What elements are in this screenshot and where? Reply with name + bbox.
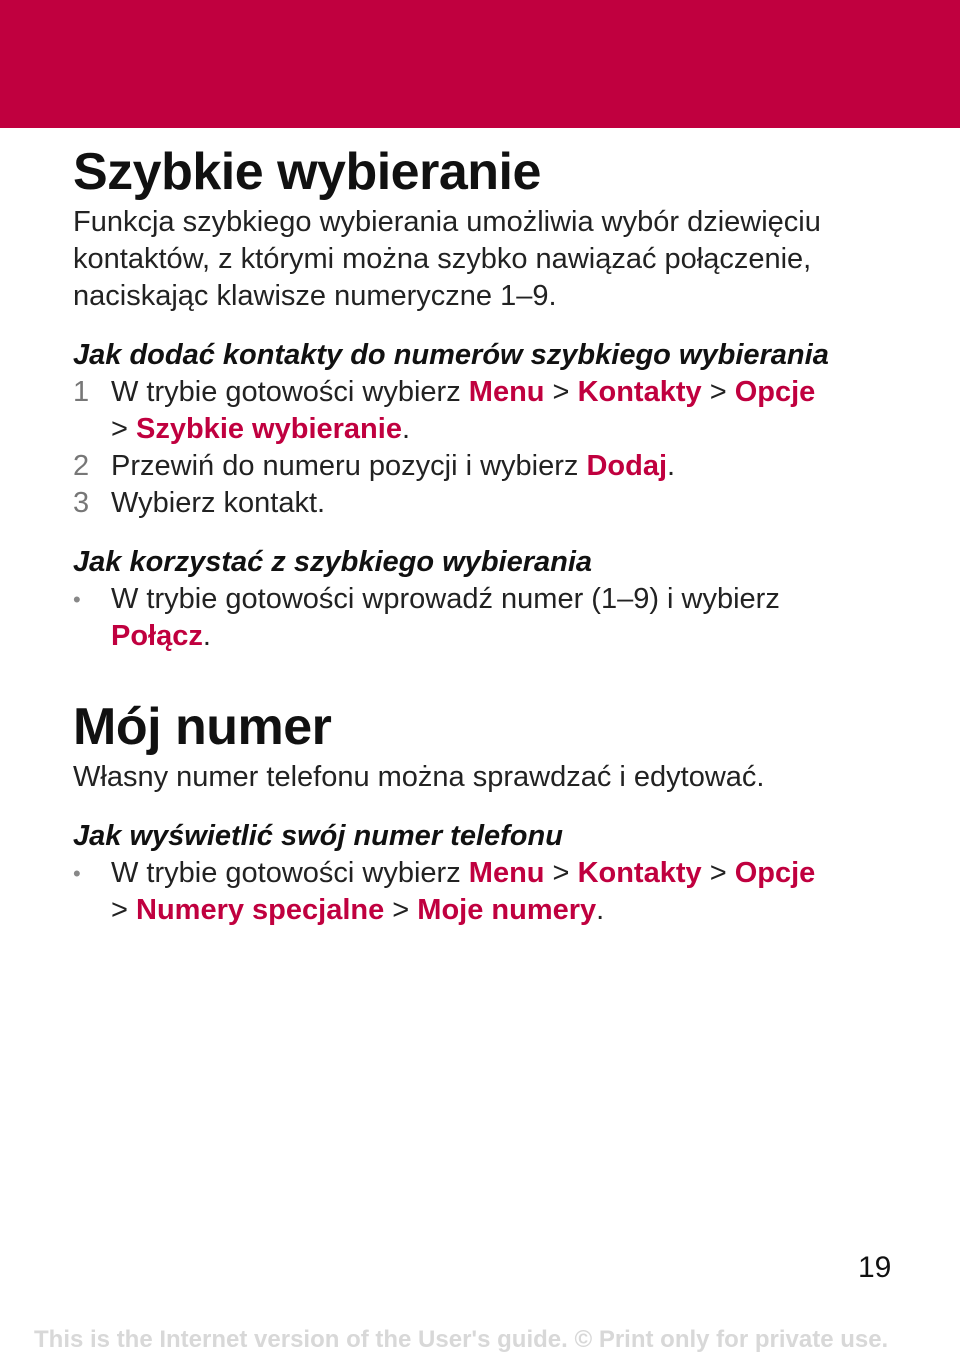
menu-path-special-numbers: Numery specjalne [136,894,385,926]
bullet-list [73,581,903,655]
step-text: Wybierz kontakt. [111,487,326,519]
step-item [73,448,903,485]
menu-path-menu: Menu [468,857,545,889]
step-item [73,374,903,448]
path-separator: > [544,857,578,889]
bullet-text: W trybie gotowości wprowadź numer (1–9) i wybierz [111,583,780,615]
subheading-view-my-number: Jak wyświetlić swój numer telefonu [73,820,563,852]
step-number: 1 [73,376,90,408]
page-number: 19 [858,1251,892,1284]
menu-path-call: Połącz [111,620,203,652]
step-period: . [596,894,605,926]
menu-path-add: Dodaj [586,450,668,482]
path-separator: > [701,376,735,408]
steps-list [73,374,903,522]
path-separator: > [111,413,136,445]
speed-dial-intro: Funkcja szybkiego wybierania umożliwia wybór dziewięciu kontaktów, z którymi można szybko nawiązać połączenie, naciskając klawisze numeryczne 1–9. [73,206,821,312]
section-title-my-number: Mój numer [73,698,332,756]
path-separator: > [544,376,578,408]
bullet-icon: • [73,861,81,886]
step-period: . [401,413,411,445]
path-separator: > [111,894,136,926]
step-number: 3 [73,487,90,519]
header-bar [0,0,960,128]
step-number: 2 [73,450,90,482]
my-number-intro: Własny numer telefonu można sprawdzać i edytować. [73,761,765,793]
menu-path-my-numbers: Moje numery [417,894,597,926]
bullet-item [73,855,903,929]
step-period: . [667,450,676,482]
menu-path-contacts: Kontakty [577,376,702,408]
footer-disclaimer: This is the Internet version of the User's guide. © Print only for private use. [34,1326,889,1353]
subheading-use-speed-dial: Jak korzystać z szybkiego wybierania [73,546,593,578]
step-text: Przewiń do numeru pozycji i wybierz [111,450,587,482]
bullet-icon: • [73,587,81,612]
menu-path-options: Opcje [734,376,816,408]
step-text: W trybie gotowości wybierz [111,376,469,408]
bullet-text: W trybie gotowości wybierz [111,857,469,889]
bullet-list [73,855,903,929]
path-separator: > [701,857,735,889]
section-title-speed-dial: Szybkie wybieranie [73,143,541,201]
menu-path-contacts: Kontakty [577,857,702,889]
path-separator: > [384,894,418,926]
menu-path-options: Opcje [734,857,816,889]
step-period: . [202,620,211,652]
menu-path-menu: Menu [468,376,545,408]
subheading-add-speed-dial: Jak dodać kontakty do numerów szybkiego wybierania [73,339,829,371]
menu-path-speed-dial: Szybkie wybieranie [136,413,402,445]
page-content [73,140,903,929]
bullet-item [73,581,903,655]
step-item [73,485,903,522]
